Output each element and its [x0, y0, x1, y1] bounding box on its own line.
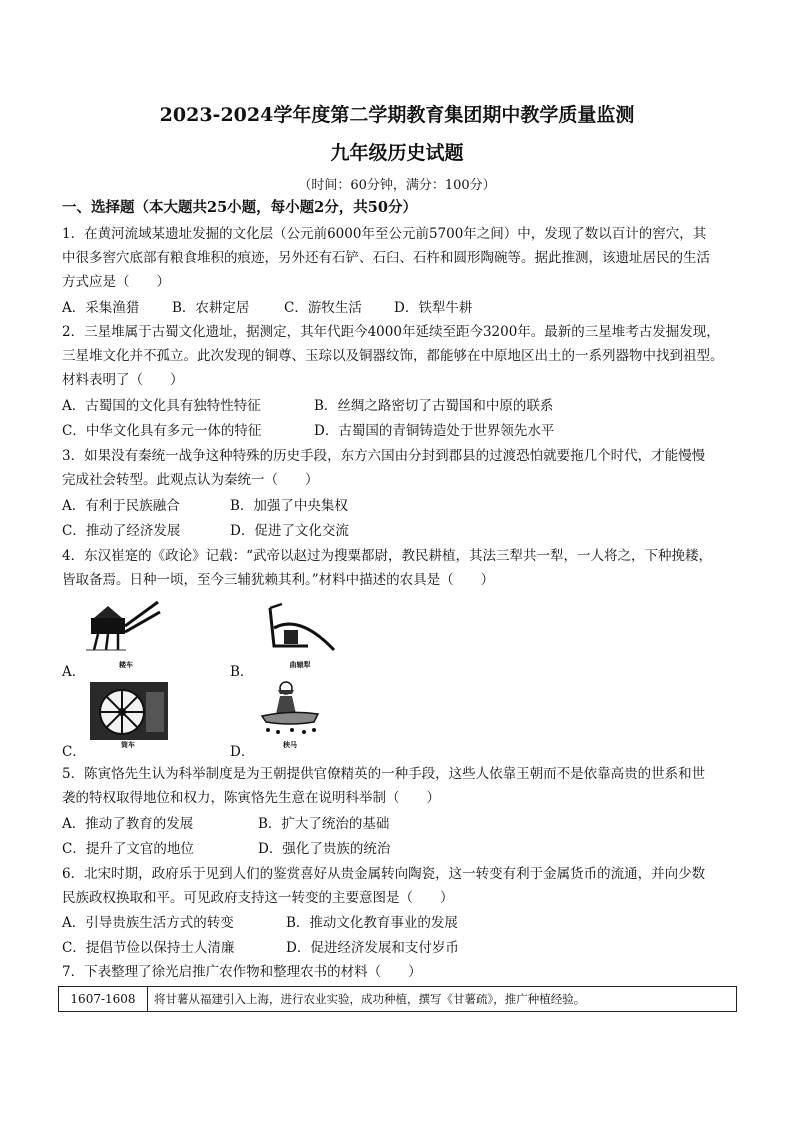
- question-text: 4．东汉崔寔的《政论》记载：“武帝以赵过为搜粟都尉，教民耕植，其法三犁共一犁，一人将之，下种挽耧，: [62, 548, 712, 564]
- image-caption: 筒车: [121, 740, 135, 749]
- section-heading: 一、选择题（本大题共25小题，每小题2分，共50分）: [62, 199, 417, 216]
- seedling-horse-image[interactable]: [258, 680, 322, 738]
- option-d[interactable]: D．铁犁牛耕: [394, 300, 473, 316]
- option-c[interactable]: C．推动了经济发展: [62, 523, 181, 539]
- option-a[interactable]: A．: [62, 664, 86, 680]
- option-row: [62, 496, 348, 516]
- option-b[interactable]: B．丝绸之路密切了古蜀国和中原的联系: [314, 398, 554, 414]
- image-caption: 曲辕犁: [289, 660, 311, 669]
- question-text: 完成社会转型。此观点认为秦统一（ ）: [62, 472, 319, 488]
- option-c[interactable]: C．游牧生活: [284, 300, 362, 316]
- option-a[interactable]: A．采集渔猎: [62, 300, 140, 316]
- exam-title: 2023-2024学年度第二学期教育集团期中教学质量监测: [159, 104, 635, 126]
- question-text: 5．陈寅恪先生认为科举制度是为王朝提供官僚精英的一种手段，这些人依靠王朝而不是依靠高贵的世系和世: [62, 766, 706, 782]
- option-d[interactable]: D．: [230, 744, 255, 760]
- option-a[interactable]: A．引导贵族生活方式的转变: [62, 915, 234, 931]
- image-caption: 秧马: [283, 740, 297, 749]
- curved-plough-image[interactable]: [260, 600, 340, 658]
- question-text: 民族政权换取和平。可见政府支持这一转变的主要意图是（ ）: [62, 890, 454, 906]
- option-b[interactable]: B．扩大了统治的基础: [258, 816, 390, 832]
- image-caption: 耧车: [119, 660, 133, 669]
- option-row: [62, 913, 458, 933]
- question-text: 1．在黄河流域某遗址发掘的文化层（公元前6000年至公元前5700年之间）中，发现了数以百计的窖穴，其: [62, 226, 707, 242]
- question-text: 2．三星堆属于古蜀文化遗址，据测定，其年代距今4000年延续至距今3200年。最新的三星堆考古发掘发现，: [62, 324, 720, 340]
- table-row: [59, 987, 737, 1012]
- option-c[interactable]: C．提升了文官的地位: [62, 841, 194, 857]
- option-d[interactable]: D．促进了文化交流: [230, 523, 349, 539]
- question-text: 三星堆文化并不孤立。此次发现的铜尊、玉琮以及铜器纹饰，都能够在中原地区出土的一系列器物中找到祖型。: [62, 348, 724, 364]
- water-wheel-image[interactable]: [90, 682, 168, 740]
- question-text: 3．如果没有秦统一战争这种特殊的历史手段，东方六国由分封到郡县的过渡恐怕就要拖几个时代，才能慢慢: [62, 448, 706, 464]
- option-a[interactable]: A．有利于民族融合: [62, 498, 180, 514]
- option-row: [62, 396, 553, 416]
- option-row: [62, 521, 349, 541]
- option-d[interactable]: D．强化了贵族的统治: [258, 841, 391, 857]
- seed-drill-image[interactable]: [86, 596, 166, 656]
- option-d[interactable]: D．促进经济发展和支付岁币: [286, 940, 459, 956]
- question-text: 6．北宋时期，政府乐于见到人们的鉴赏喜好从贵金属转向陶瓷，这一转变有利于金属货币的流通，并向少数: [62, 866, 706, 882]
- option-a[interactable]: A．古蜀国的文化具有独特性特征: [62, 398, 261, 414]
- option-row: [62, 814, 389, 834]
- option-b[interactable]: B．加强了中央集权: [230, 498, 348, 514]
- question-text: 方式应是（ ）: [62, 274, 170, 290]
- option-b[interactable]: B．农耕定居: [172, 300, 250, 316]
- option-b[interactable]: B．: [230, 664, 254, 680]
- question-text: 材料表明了（ ）: [62, 372, 184, 388]
- option-c[interactable]: C．提倡节俭以保持士人清廉: [62, 940, 235, 956]
- option-row: [62, 839, 390, 859]
- option-a[interactable]: A．推动了教育的发展: [62, 816, 194, 832]
- xu-guangqi-table: [58, 986, 737, 1012]
- question-text: 7．下表整理了徐光启推广农作物和整理农书的材料（ ）: [62, 964, 422, 980]
- option-row: [62, 938, 459, 958]
- table-cell-year: 1607-1608: [59, 987, 148, 1012]
- option-c[interactable]: C．: [62, 744, 86, 760]
- option-row: [62, 421, 554, 441]
- option-c[interactable]: C．中华文化具有多元一体的特征: [62, 423, 262, 439]
- table-cell-content: 将甘薯从福建引入上海，进行农业实验，成功种植，撰写《甘薯疏》，推广种植经验。: [148, 987, 737, 1012]
- question-text: 中很多窖穴底部有粮食堆积的痕迹，另外还有石铲、石臼、石杵和圆形陶碗等。据此推测，该遗址居民的生活: [62, 250, 710, 266]
- exam-info: （时间：60分钟，满分：100分）: [298, 178, 496, 193]
- question-text: 皆取备焉。日种一顷，至今三辅犹赖其利。”材料中描述的农具是（ ）: [62, 572, 495, 588]
- option-row: [62, 298, 472, 318]
- question-text: 袭的特权取得地位和权力，陈寅恪先生意在说明科举制（ ）: [62, 790, 440, 806]
- option-b[interactable]: B．推动文化教育事业的发展: [286, 915, 458, 931]
- exam-subtitle: 九年级历史试题: [330, 142, 464, 164]
- option-d[interactable]: D．古蜀国的青铜铸造处于世界领先水平: [314, 423, 555, 439]
